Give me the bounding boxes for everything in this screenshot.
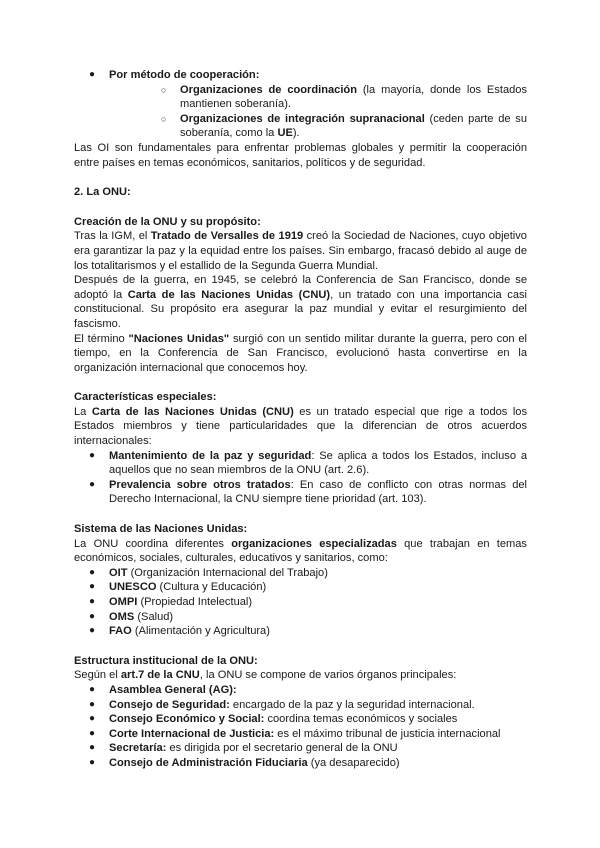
list-item: ● OIT (Organización Internacional del Trabajo) [89, 566, 328, 579]
sub-item-text: (ceden parte de su soberanía, como la [180, 112, 527, 140]
sistema-heading: Sistema de las Naciones Unidas: [74, 523, 248, 536]
sub-list [109, 83, 527, 141]
caracteristicas-paragraph: La Carta de las Naciones Unidas (CNU) es un tratado especial que rige a todos los Estados miembros y tiene particularidades que la diferencian de otros acuerdos internacionales: [74, 405, 527, 448]
list-item: ● Consejo Económico y Social: coordina temas económicos y sociales [89, 713, 458, 726]
bullet-icon: ● [89, 610, 96, 622]
sistema-list [74, 566, 527, 639]
estructura-list [74, 683, 527, 771]
creacion-paragraph-1: Tras la IGM, el Tratado de Versalles de 1919 creó la Sociedad de Naciones, cuyo objetivo era garantizar la paz y la equidad entre los países. Sin embargo, fracasó debido al auge de los totalitarismos y el estallido de la Segunda Guerra Mundial. [74, 230, 527, 272]
sub-item-bold: UE [277, 127, 293, 140]
sistema-paragraph: La ONU coordina diferentes organizaciones especializadas que trabajan en temas económicos, sociales, culturales, educativos y sanitarios, como: [74, 537, 527, 565]
list-item: ● OMPI (Propiedad Intelectual) [89, 596, 253, 608]
list-item: ● Consejo de Seguridad: encargado de la paz y la seguridad internacional. [89, 698, 475, 711]
sub-item-bold: Organizaciones de integración supranacional [180, 112, 425, 125]
bullet-icon: ● [89, 449, 96, 461]
bullet-icon: ● [89, 581, 96, 593]
sub-item-text: (la mayoría, donde los Estados mantienen soberanía). [180, 83, 528, 111]
list-item [74, 68, 527, 141]
caracteristicas-heading: Características especiales: [74, 391, 217, 404]
list-item: ● UNESCO (Cultura y Educación) [89, 581, 267, 594]
bullet-icon: ● [89, 625, 96, 637]
list-item: ● Corte Internacional de Justicia: es el máximo tribunal de justicia internacional [89, 727, 501, 740]
list-item: ● Asamblea General (AG): [89, 683, 237, 696]
creacion-heading: Creación de la ONU y su propósito: [74, 215, 261, 228]
sub-item-bold: Organizaciones de coordinación [180, 83, 357, 96]
bullet-icon: ● [89, 69, 96, 80]
estructura-paragraph: Según el art.7 de la CNU, la ONU se compone de varios órganos principales: [74, 669, 457, 682]
caracteristicas-list [74, 449, 527, 507]
sub-list-item [109, 112, 527, 141]
list-item: ● Prevalencia sobre otros tratados: En caso de conflicto con otras normas del Derecho Internacional, la CNU siempre tiene prioridad (art. 103). [89, 478, 527, 506]
list-item: ● FAO (Alimentación y Agricultura) [89, 625, 270, 638]
sub-list-item [109, 83, 527, 112]
creacion-paragraph-2: Después de la guerra, en 1945, se celebró la Conferencia de San Francisco, donde se adoptó la Carta de las Naciones Unidas (CNU), un tratado con una importancia casi constitucional. Su propósito era asegurar la paz mundial y evitar el resurgimiento del fascismo. [74, 274, 528, 330]
bullet-icon: ● [89, 596, 96, 607]
bullet-icon: ● [89, 727, 96, 739]
bullet-icon: ● [89, 756, 96, 768]
list-item: ● OMS (Salud) [89, 610, 174, 623]
sub-item-text: ). [292, 127, 300, 140]
intro-list [74, 68, 527, 141]
bullet-icon: ● [89, 713, 96, 725]
bullet-icon: ● [89, 566, 96, 578]
creacion-paragraph-3: El término "Naciones Unidas" surgió con un sentido militar durante la guerra, pero con el tiempo, en la Conferencia de San Francisco, evolucionó hasta convertirse en la organización internacional que conocemos hoy. [74, 332, 527, 374]
section-heading: 2. La ONU: [74, 186, 131, 199]
bullet-icon: ● [89, 742, 96, 754]
list-item: ● Consejo de Administración Fiduciaria (ya desaparecido) [89, 756, 400, 769]
document-content [74, 68, 527, 771]
circle-bullet-icon: ○ [161, 84, 167, 95]
list-item: ● Secretaría: es dirigida por el secretario general de la ONU [89, 742, 398, 755]
list-item: ● Mantenimiento de la paz y seguridad: Se aplica a todos los Estados, incluso a aquellos que no sean miembros de la ONU (art. 2.6). [89, 449, 528, 477]
estructura-heading: Estructura institucional de la ONU: [74, 654, 258, 667]
bullet-icon: ● [89, 698, 96, 710]
intro-paragraph: Las OI son fundamentales para enfrentar problemas globales y permitir la cooperación entre países en temas económicos, sanitarios, políticos y de seguridad. [74, 141, 527, 169]
list-item-bold: Por método de cooperación: [109, 69, 260, 81]
bullet-icon: ● [89, 683, 96, 695]
bullet-icon: ● [89, 478, 96, 490]
circle-bullet-icon: ○ [161, 113, 167, 124]
